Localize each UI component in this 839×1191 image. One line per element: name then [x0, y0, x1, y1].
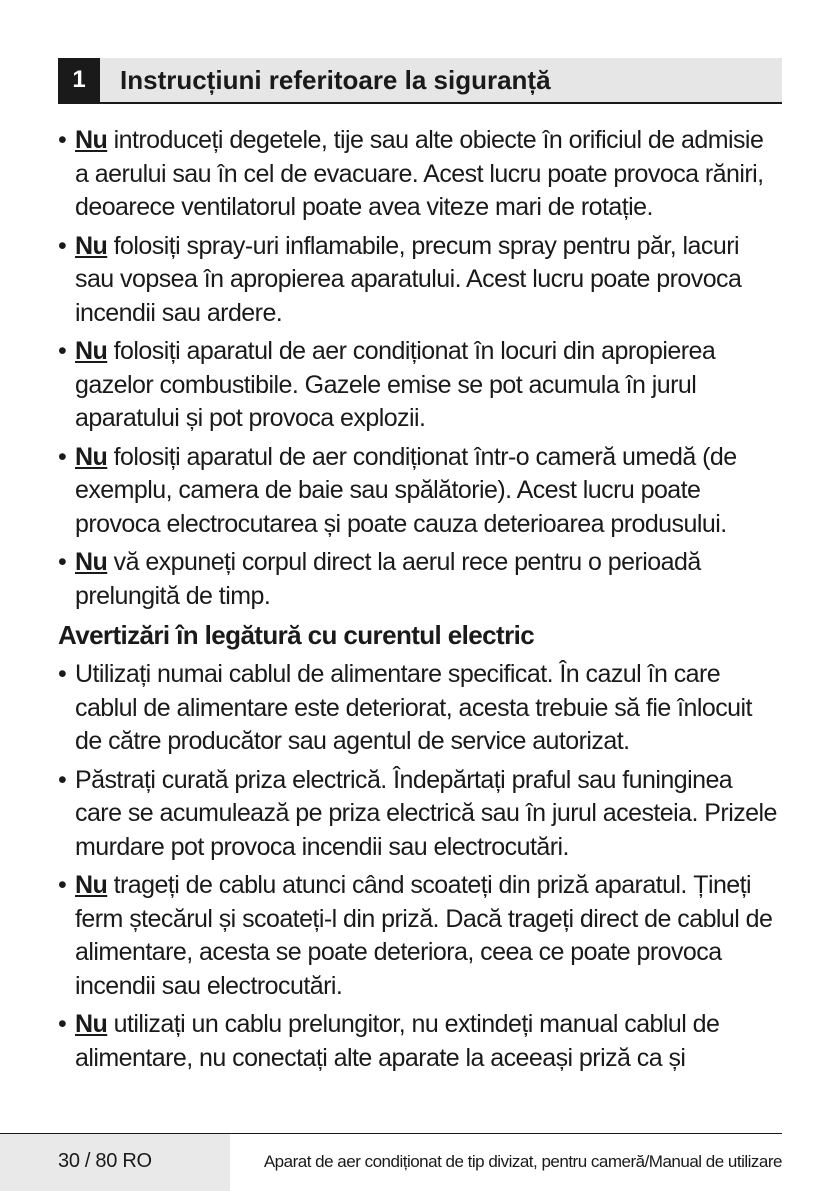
bullet-icon: •	[58, 871, 67, 899]
list-item	[58, 335, 782, 436]
item-text: trageți de cablu atunci când scoateți din priză aparatul. Țineți ferm ștecărul și scoateți-l din priză. Dacă trageți direct de cablul de alimentare, acesta se poate deteriora, ceea ce poate provoca incendii sau electrocutări.	[75, 871, 773, 1000]
section-title: Instrucțiuni referitoare la siguranță	[120, 65, 551, 95]
list-item	[58, 658, 782, 759]
list-item	[58, 546, 782, 613]
document-title: Aparat de aer condiționat de tip divizat, pentru cameră/Manual de utilizare	[263, 1152, 782, 1171]
list-item	[58, 230, 782, 331]
list-item	[58, 124, 782, 225]
bullet-icon: •	[58, 337, 67, 365]
prohibition-word: Nu	[75, 871, 108, 899]
bullet-icon: •	[58, 548, 67, 576]
prohibition-word: Nu	[75, 126, 108, 154]
item-text: Utilizați numai cablul de alimentare specificat. În cazul în care cablul de alimentare este deteriorat, acesta trebuie să fie înlocuit de către producător sau agentul de service autorizat.	[75, 660, 752, 755]
item-text: folosiți aparatul de aer condiționat într-o cameră umedă (de exemplu, camera de baie sau spălătorie). Acest lucru poate provoca electrocutarea și poate cauza deterioarea produsului.	[75, 442, 737, 538]
bullet-icon: •	[58, 231, 67, 260]
item-text: Păstrați curată priza electrică. Îndepărtați praful sau funinginea care se acumulează pe priza electrică sau în jurul acesteia. Prizele murdare pot provoca incendii sau electrocutări.	[75, 765, 777, 861]
section-header	[58, 58, 782, 104]
item-text: vă expuneți corpul direct la aerul rece pentru o perioadă prelungită de timp.	[75, 548, 701, 610]
list-item	[58, 1008, 782, 1075]
bullet-icon: •	[58, 765, 67, 794]
prohibition-word: Nu	[75, 337, 108, 365]
page-number: 30 / 80 RO	[58, 1150, 152, 1172]
list-item	[58, 441, 782, 542]
safety-list	[58, 124, 782, 613]
list-item	[58, 869, 782, 1003]
page-content	[58, 124, 782, 1080]
item-text: folosiți aparatul de aer condiționat în locuri din apropierea gazelor combustibile. Gazele emise se pot acumula în jurul aparatului și pot provoca explozii.	[75, 337, 716, 432]
prohibition-word: Nu	[75, 442, 108, 471]
bullet-icon: •	[58, 126, 67, 154]
section-number: 1	[58, 58, 100, 102]
list-item	[58, 764, 782, 865]
item-text: utilizați un cablu prelungitor, nu extindeți manual cablul de alimentare, nu conectați alte aparate la aceeași priză ca și	[75, 1010, 720, 1072]
item-text: introduceți degetele, tije sau alte obiecte în orificiul de admisie a aerului sau în cel de evacuare. Acest lucru poate provoca răniri, deoarece ventilatorul poate avea viteze mari de rotație.	[75, 126, 764, 221]
item-text: folosiți spray-uri inflamabile, precum spray pentru păr, lacuri sau vopsea în apropierea aparatului. Acest lucru poate provoca incendii sau ardere.	[75, 231, 742, 327]
subheading-electric: Avertizări în legătură cu curentul electric	[58, 620, 535, 650]
prohibition-word: Nu	[75, 1010, 108, 1038]
bullet-icon: •	[58, 442, 67, 471]
prohibition-word: Nu	[75, 231, 108, 260]
prohibition-word: Nu	[75, 548, 108, 576]
bullet-icon: •	[58, 660, 67, 688]
bullet-icon: •	[58, 1010, 67, 1038]
electric-warnings-list	[58, 658, 782, 1075]
